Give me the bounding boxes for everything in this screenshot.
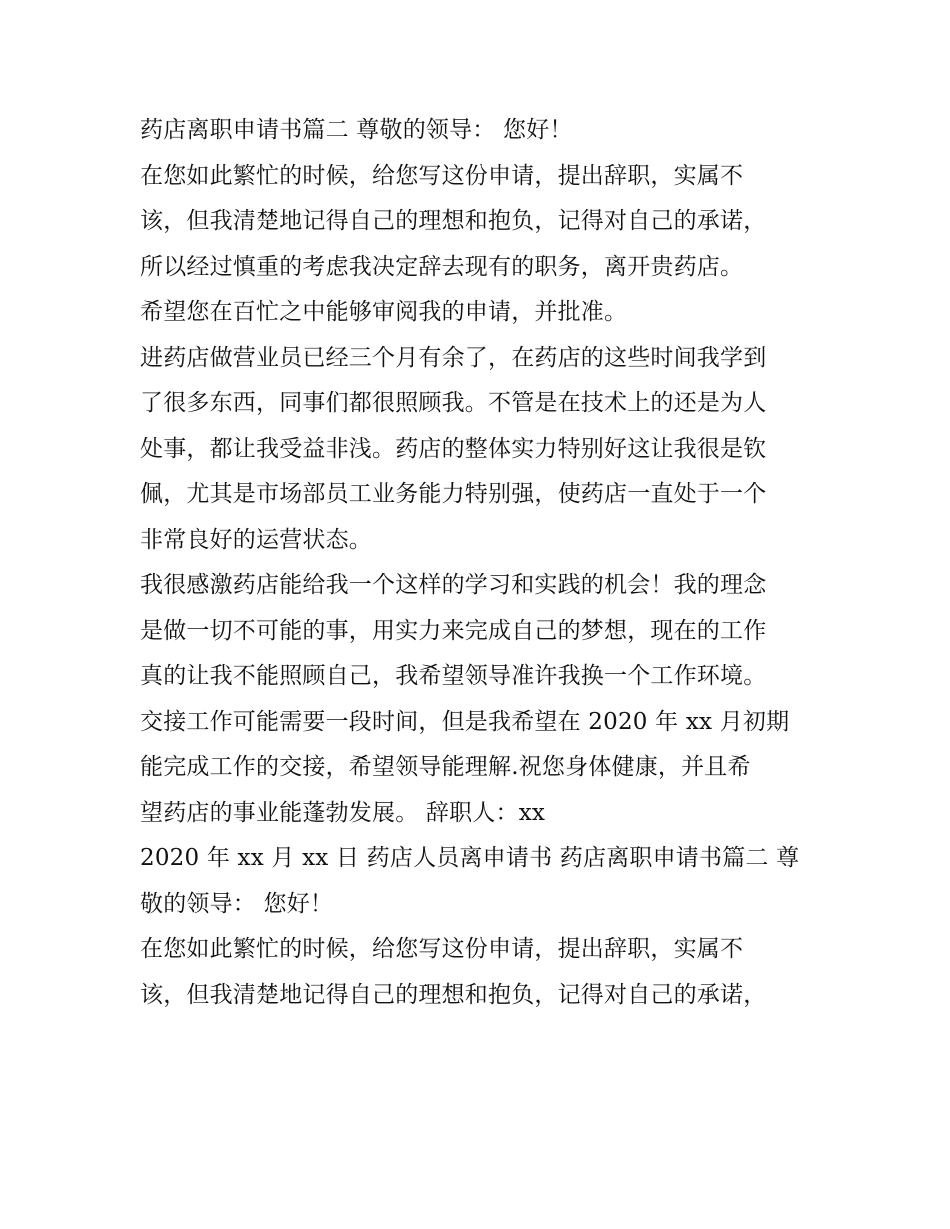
text-line: 处事，都让我受益非浅。药店的整体实力特别好这让我很是钦: [140, 435, 767, 462]
text-line: 了很多东西，同事们都很照顾我。不管是在技术上的还是为人: [140, 390, 767, 416]
text-line: 该，但我清楚地记得自己的理想和抱负，记得对自己的承诺，: [140, 208, 767, 234]
text-line: 敬的领导： 您好！: [140, 890, 334, 917]
document-body: [140, 108, 820, 1018]
text-line: 该，但我清楚地记得自己的理想和抱负，记得对自己的承诺，: [140, 981, 767, 1008]
text-line: 我很感激药店能给我一个这样的学习和实践的机会！我的理念: [140, 572, 767, 598]
text-line: 药店离职申请书篇二 尊敬的领导： 您好！: [140, 117, 573, 143]
text-line: 是做一切不可能的事，用实力来完成自己的梦想，现在的工作: [140, 617, 767, 644]
text-line: 佩，尤其是市场部员工业务能力特别强，使药店一直处于一个: [140, 481, 767, 507]
text-line: 所以经过慎重的考虑我决定辞去现有的职务，离开贵药店。: [140, 253, 744, 280]
text-line: 在您如此繁忙的时候，给您写这份申请，提出辞职，实属不: [140, 936, 744, 962]
text-line: 非常良好的运营状态。: [140, 526, 372, 553]
text-line: 在您如此繁忙的时候，给您写这份申请，提出辞职，实属不: [140, 162, 744, 189]
text-line: 进药店做营业员已经三个月有余了，在药店的这些时间我学到: [140, 344, 767, 371]
text-line: 交接工作可能需要一段时间，但是我希望在 2020 年 xx 月初期: [140, 708, 790, 735]
text-line: 望药店的事业能蓬勃发展。 辞职人：xx: [140, 799, 546, 826]
text-line: 能完成工作的交接，希望领导能理解.祝您身体健康，并且希: [140, 754, 751, 780]
text-line: 2020 年 xx 月 xx 日 药店人员离申请书 药店离职申请书篇二 尊: [140, 845, 800, 871]
text-line: 真的让我不能照顾自己，我希望领导准许我换一个工作环境。: [140, 663, 767, 689]
text-line: 希望您在百忙之中能够审阅我的申请，并批准。: [140, 299, 628, 325]
